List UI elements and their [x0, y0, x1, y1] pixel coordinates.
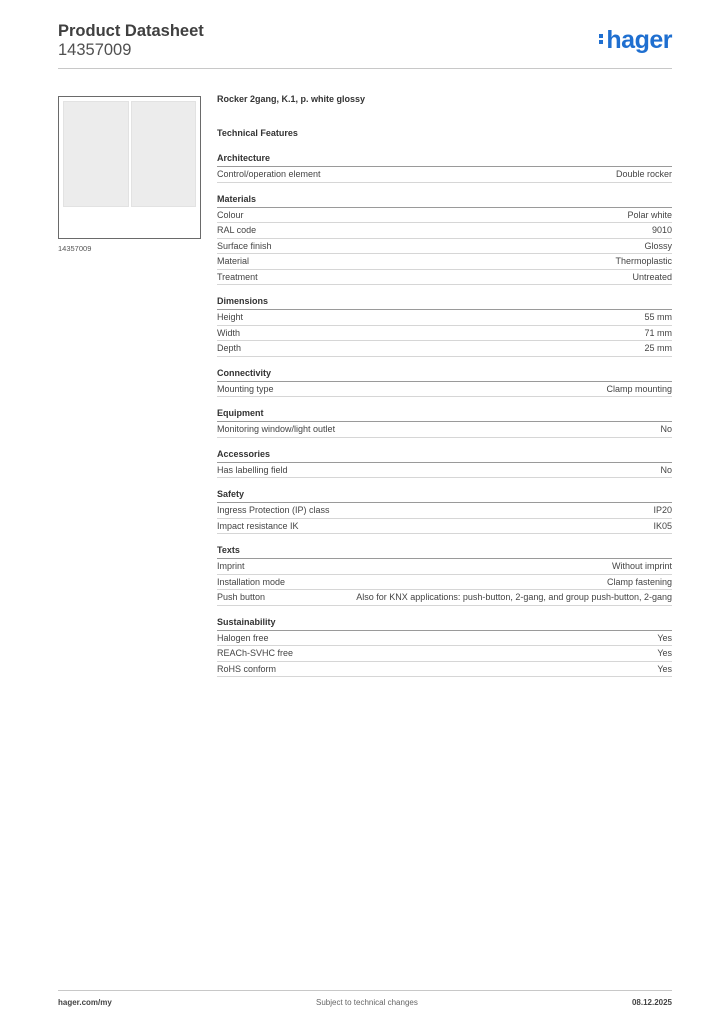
image-caption: 14357009 [58, 244, 92, 253]
spec-key: Depth [217, 343, 242, 353]
spec-key: Installation mode [217, 576, 286, 587]
logo-text: hager [606, 26, 672, 54]
spec-section [217, 296, 672, 357]
spec-value: Yes [657, 663, 672, 674]
spec-key: Treatment [217, 271, 258, 282]
spec-section [217, 368, 672, 398]
section-title: Texts [217, 545, 672, 559]
article-number: 14357009 [58, 41, 132, 59]
spec-content [217, 94, 672, 677]
spec-row [217, 422, 672, 438]
section-title: Materials [217, 194, 672, 208]
spec-section [217, 449, 672, 479]
spec-value: 25 mm [644, 343, 672, 353]
spec-row [217, 270, 672, 286]
spec-value: 71 mm [644, 327, 672, 338]
spec-row [217, 326, 672, 342]
footer-website[interactable]: hager.com/my [58, 998, 112, 1007]
header-divider [58, 68, 672, 69]
spec-key: Ingress Protection (IP) class [217, 505, 330, 515]
spec-value: Double rocker [615, 169, 672, 179]
section-title: Dimensions [217, 296, 672, 310]
section-title: Sustainability [217, 617, 672, 631]
spec-key: Mounting type [217, 383, 274, 394]
footer-notice: Subject to technical changes [316, 998, 418, 1007]
double-rocker-image [63, 101, 196, 207]
spec-key: Material [217, 256, 250, 266]
footer-date: 08.12.2025 [631, 998, 672, 1007]
spec-row [217, 662, 672, 678]
spec-key: Push button [217, 592, 266, 602]
spec-key: RAL code [217, 225, 257, 235]
spec-row [217, 463, 672, 479]
spec-key: Monitoring window/light outlet [217, 424, 336, 434]
spec-row [217, 519, 672, 535]
footer-divider [58, 990, 672, 991]
spec-value: 55 mm [644, 312, 672, 322]
section-title: Architecture [217, 153, 672, 167]
spec-key: Surface finish [217, 240, 272, 251]
spec-section [217, 617, 672, 678]
page-header [58, 20, 672, 70]
spec-section [217, 194, 672, 286]
technical-features-heading: Technical Features [217, 128, 298, 138]
spec-value: IP20 [653, 505, 672, 515]
hager-logo [599, 26, 672, 55]
spec-row [217, 559, 672, 575]
spec-key: Has labelling field [217, 464, 288, 475]
spec-value: Polar white [627, 209, 672, 220]
spec-value: Without imprint [611, 561, 672, 571]
spec-row [217, 239, 672, 255]
spec-section [217, 489, 672, 534]
spec-section [217, 545, 672, 606]
spec-value: Glossy [644, 240, 672, 251]
spec-row [217, 341, 672, 357]
rocker-left [63, 101, 129, 207]
spec-value: IK05 [653, 520, 672, 531]
spec-value: No [660, 464, 672, 475]
spec-value: Yes [657, 648, 672, 658]
logo-dots-icon [599, 32, 604, 46]
spec-value: Yes [657, 632, 672, 643]
spec-key: Colour [217, 209, 244, 220]
spec-key: Height [217, 312, 244, 322]
product-name: Rocker 2gang, K.1, p. white glossy [217, 94, 366, 104]
spec-section [217, 153, 672, 183]
spec-key: REACh-SVHC free [217, 648, 294, 658]
spec-row [217, 223, 672, 239]
spec-row [217, 631, 672, 647]
section-title: Connectivity [217, 368, 672, 382]
section-title: Accessories [217, 449, 672, 463]
spec-value: Clamp fastening [606, 576, 672, 587]
rocker-right [131, 101, 197, 207]
spec-value: Untreated [632, 271, 672, 282]
page-title: Product Datasheet [58, 22, 204, 40]
spec-row [217, 503, 672, 519]
spec-value: 9010 [651, 225, 672, 235]
spec-key: Control/operation element [217, 169, 321, 179]
section-title: Equipment [217, 408, 672, 422]
spec-row [217, 575, 672, 591]
spec-row [217, 646, 672, 662]
spec-key: Halogen free [217, 632, 269, 643]
spec-sections [217, 153, 672, 677]
spec-value: No [660, 424, 672, 434]
product-image [58, 96, 201, 239]
spec-row [217, 208, 672, 224]
spec-row [217, 310, 672, 326]
spec-row [217, 254, 672, 270]
section-title: Safety [217, 489, 672, 503]
spec-row [217, 167, 672, 183]
spec-key: RoHS conform [217, 663, 277, 674]
spec-row [217, 382, 672, 398]
spec-value: Clamp mounting [606, 383, 672, 394]
spec-value: Thermoplastic [615, 256, 672, 266]
spec-row [217, 590, 672, 606]
spec-key: Impact resistance IK [217, 520, 299, 531]
spec-key: Imprint [217, 561, 245, 571]
spec-key: Width [217, 327, 241, 338]
spec-value: Also for KNX applications: push-button, 2-gang, and group push-button, 2-gang [356, 592, 672, 602]
spec-section [217, 408, 672, 438]
